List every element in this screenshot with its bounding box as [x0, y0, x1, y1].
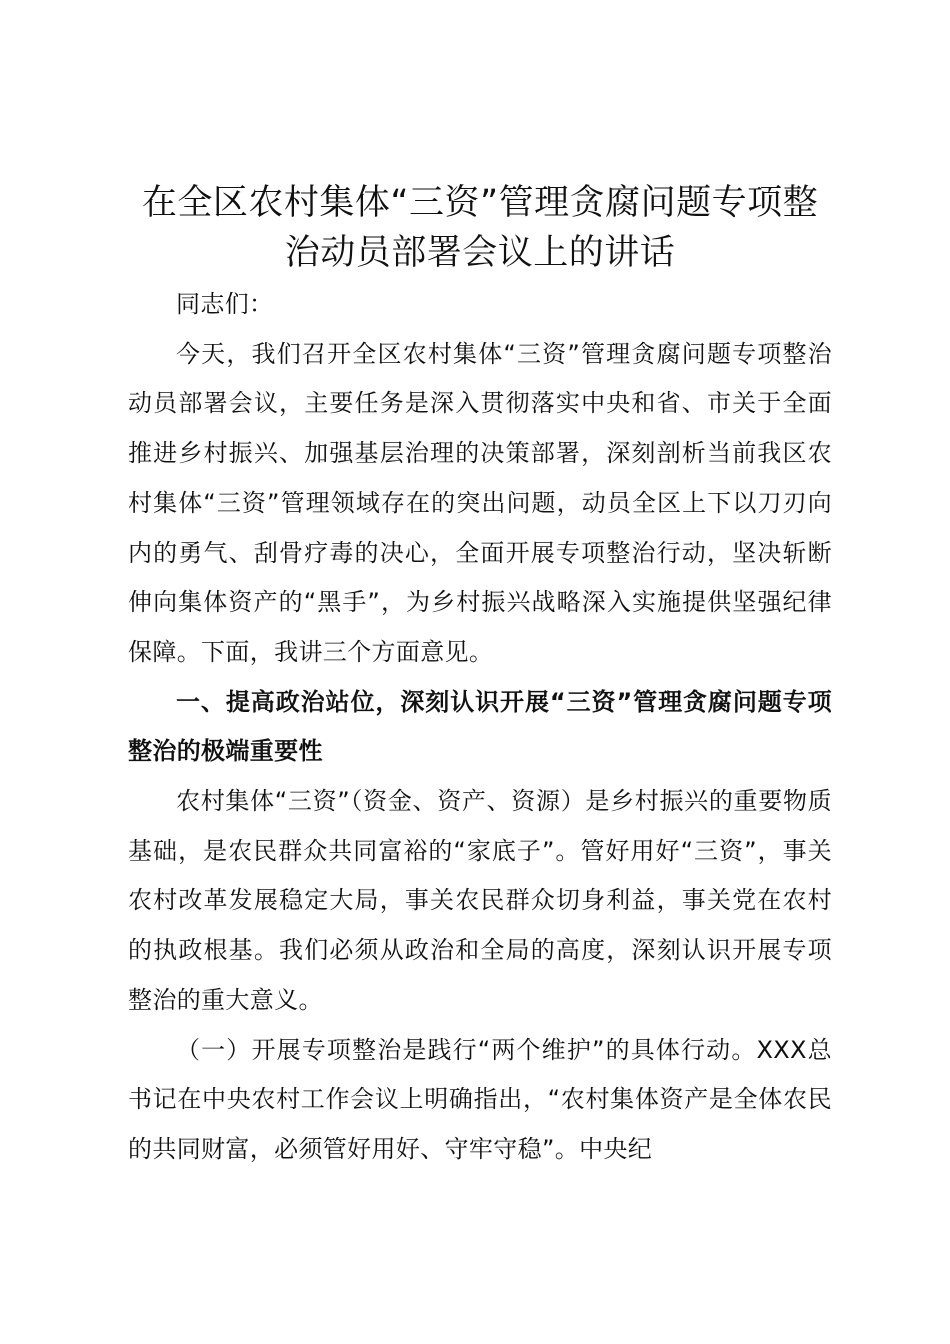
paragraph-three-assets: 农村集体“三资”（资金、资产、资源）是乡村振兴的重要物质基础，是农民群众共同富裕的“家底子”。管好用好“三资”，事关农村改革发展稳定大局，事关农民群众切身利益，事关党在农村的执政根基。我们必须从政治和全局的高度，深刻认识开展专项整治的重大意义。 — [128, 787, 832, 1014]
title-line-2: 治动员部署会议上的讲话 — [284, 233, 676, 273]
title-line-1: 在全区农村集体“三资”管理贪腐问题专项整 — [141, 183, 819, 223]
salutation: 同志们： — [176, 290, 274, 318]
paragraph-intro: 今天，我们召开全区农村集体“三资”管理贪腐问题专项整治动员部署会议，主要任务是深入贯彻落实中央和省、市关于全面推进乡村振兴、加强基层治理的决策部署，深刻剖析当前我区农村集体“三资”管理领域存在的突出问题，动员全区上下以刀刃向内的勇气、刮骨疗毒的决心，全面开展专项整治行动，坚决斩断伸向集体资产的“黑手”，为乡村振兴战略深入实施提供坚强纪律保障。下面，我讲三个方面意见。 — [128, 339, 832, 666]
section-heading-1: 一、提高政治站位，深刻认识开展“三资”管理贪腐问题专项整治的极端重要性 — [128, 687, 832, 766]
document-title — [128, 178, 832, 278]
paragraph-point-1: （一）开展专项整治是践行“两个维护”的具体行动。XXX总书记在中央农村工作会议上明确指出，“农村集体资产是全体农民的共同财富，必须管好用好、守牢守稳”。中央纪 — [128, 1035, 832, 1163]
document-body — [128, 178, 832, 1175]
